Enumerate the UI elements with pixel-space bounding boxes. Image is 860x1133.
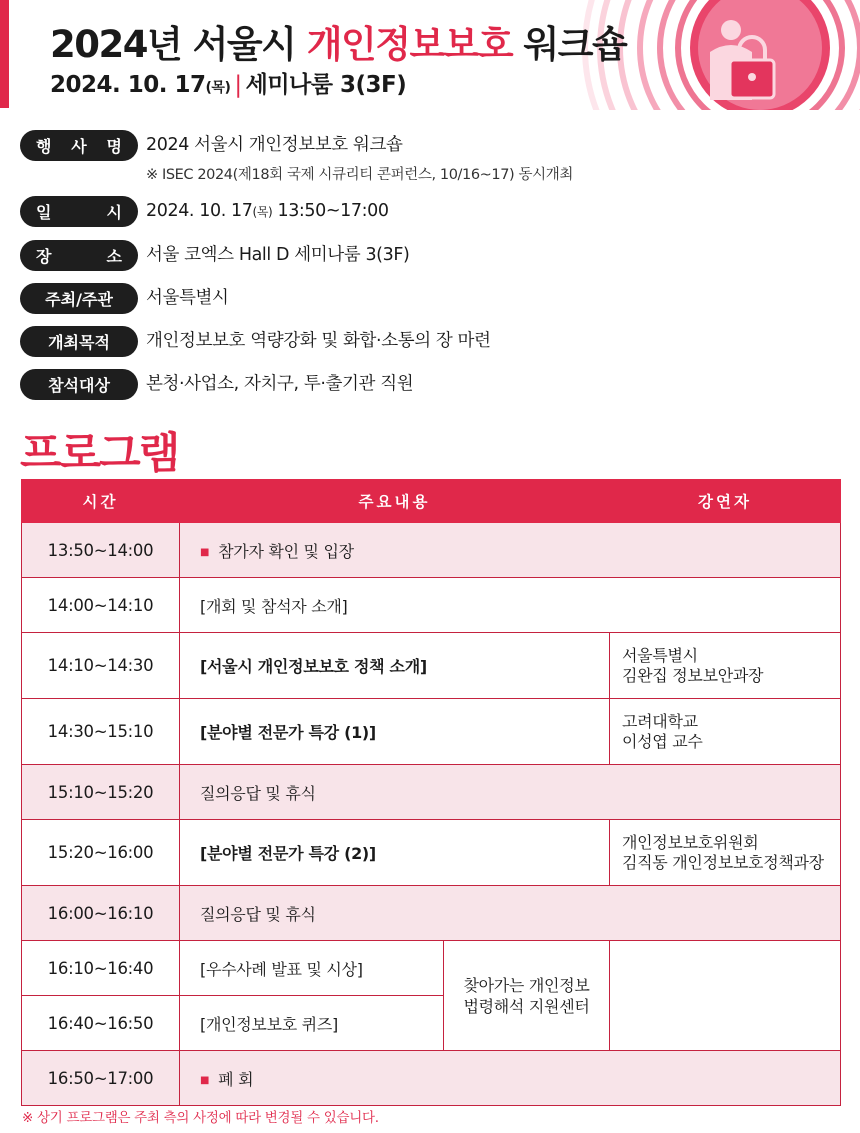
table-row: [22, 941, 841, 996]
table-row: [22, 523, 841, 578]
target-value: 본청·사업소, 자치구, 투·출기관 직원: [146, 374, 414, 394]
content-cell: 질의응답 및 휴식: [180, 886, 841, 941]
speaker-cell: 고려대학교 이성엽 교수: [610, 699, 841, 765]
content-cell: [서울시 개인정보보호 정책 소개]: [180, 633, 610, 699]
info-row-date: [20, 196, 840, 228]
info-row-purpose: [20, 326, 840, 357]
program-title: 프로그램: [20, 429, 179, 479]
time-cell: 15:20~16:00: [22, 820, 180, 886]
content-cell: 질의응답 및 휴식: [180, 765, 841, 820]
info-row-place: [20, 240, 840, 271]
event-note: ※ ISEC 2024(제18회 국제 시큐리티 콘퍼런스, 10/16~17) 동시개최: [146, 167, 573, 183]
content-cell: ■ 참가자 확인 및 입장: [180, 523, 841, 578]
subtitle-date: 2024. 10. 17: [50, 72, 206, 98]
speaker-cell: [610, 941, 841, 1051]
host-label: 주최/주관: [20, 283, 138, 314]
info-row-target: [20, 369, 840, 400]
title-accent: 개인정보보호: [306, 23, 513, 66]
subtitle-day: (목): [205, 80, 231, 96]
content-cell: [개인정보보호 퀴즈]: [180, 996, 444, 1051]
place-label: 장 소: [20, 240, 138, 271]
footer-note: ※ 상기 프로그램은 주최 측의 사정에 따라 변경될 수 있습니다.: [22, 1110, 379, 1126]
time-cell: 14:30~15:10: [22, 699, 180, 765]
event-label: 행 사 명: [20, 130, 138, 161]
program-table: [21, 479, 841, 1106]
header-time: 시간: [22, 480, 180, 523]
table-row: [22, 699, 841, 765]
table-header-row: [22, 480, 841, 523]
time-cell: 14:00~14:10: [22, 578, 180, 633]
info-row-host: [20, 283, 840, 314]
time-cell: 16:00~16:10: [22, 886, 180, 941]
presenter-cell: 찾아가는 개인정보 법령해석 지원센터: [444, 941, 610, 1051]
event-value: 2024 서울시 개인정보보호 워크숍: [146, 135, 403, 155]
time-cell: 13:50~14:00: [22, 523, 180, 578]
page-subtitle: [50, 66, 406, 99]
content-cell: [분야별 전문가 특강 (2)]: [180, 820, 610, 886]
purpose-value: 개인정보보호 역량강화 및 화합·소통의 장 마련: [146, 331, 491, 351]
content-cell: [개회 및 참석자 소개]: [180, 578, 841, 633]
table-row: [22, 765, 841, 820]
purpose-label: 개최목적: [20, 326, 138, 357]
subtitle-venue: 세미나룸 3(3F): [245, 72, 407, 98]
table-row: [22, 633, 841, 699]
content-cell: [분야별 전문가 특강 (1)]: [180, 699, 610, 765]
time-cell: 16:40~16:50: [22, 996, 180, 1051]
bullet-icon: ■: [200, 1074, 210, 1086]
content-cell: ■ 폐 회: [180, 1051, 841, 1106]
header-accent-bar: [0, 0, 9, 108]
time-cell: 14:10~14:30: [22, 633, 180, 699]
info-row-event: [20, 130, 840, 161]
subtitle-separator: |: [234, 72, 242, 98]
place-value: 서울 코엑스 Hall D 세미나룸 3(3F): [146, 245, 410, 265]
target-label: 참석대상: [20, 369, 138, 400]
speaker-cell: 서울특별시 김완집 정보보안과장: [610, 633, 841, 699]
date-label: 일 시: [20, 196, 138, 227]
host-value: 서울특별시: [146, 288, 229, 308]
table-row: [22, 578, 841, 633]
header-speaker: 강연자: [610, 480, 841, 523]
bullet-icon: ■: [200, 546, 210, 558]
time-cell: 15:10~15:20: [22, 765, 180, 820]
time-cell: 16:10~16:40: [22, 941, 180, 996]
header-content: 주요내용: [180, 480, 610, 523]
speaker-cell: 개인정보보호위원회 김직동 개인정보보호정책과장: [610, 820, 841, 886]
table-row: [22, 1051, 841, 1106]
table-row: [22, 820, 841, 886]
page-title: [50, 14, 626, 68]
content-cell: [우수사례 발표 및 시상]: [180, 941, 444, 996]
table-row: [22, 886, 841, 941]
title-prefix: 2024년 서울시: [50, 23, 307, 66]
event-info: [20, 130, 840, 412]
date-value: 2024. 10. 17(목) 13:50~17:00: [146, 201, 389, 221]
title-suffix: 워크숍: [512, 23, 627, 66]
time-cell: 16:50~17:00: [22, 1051, 180, 1106]
